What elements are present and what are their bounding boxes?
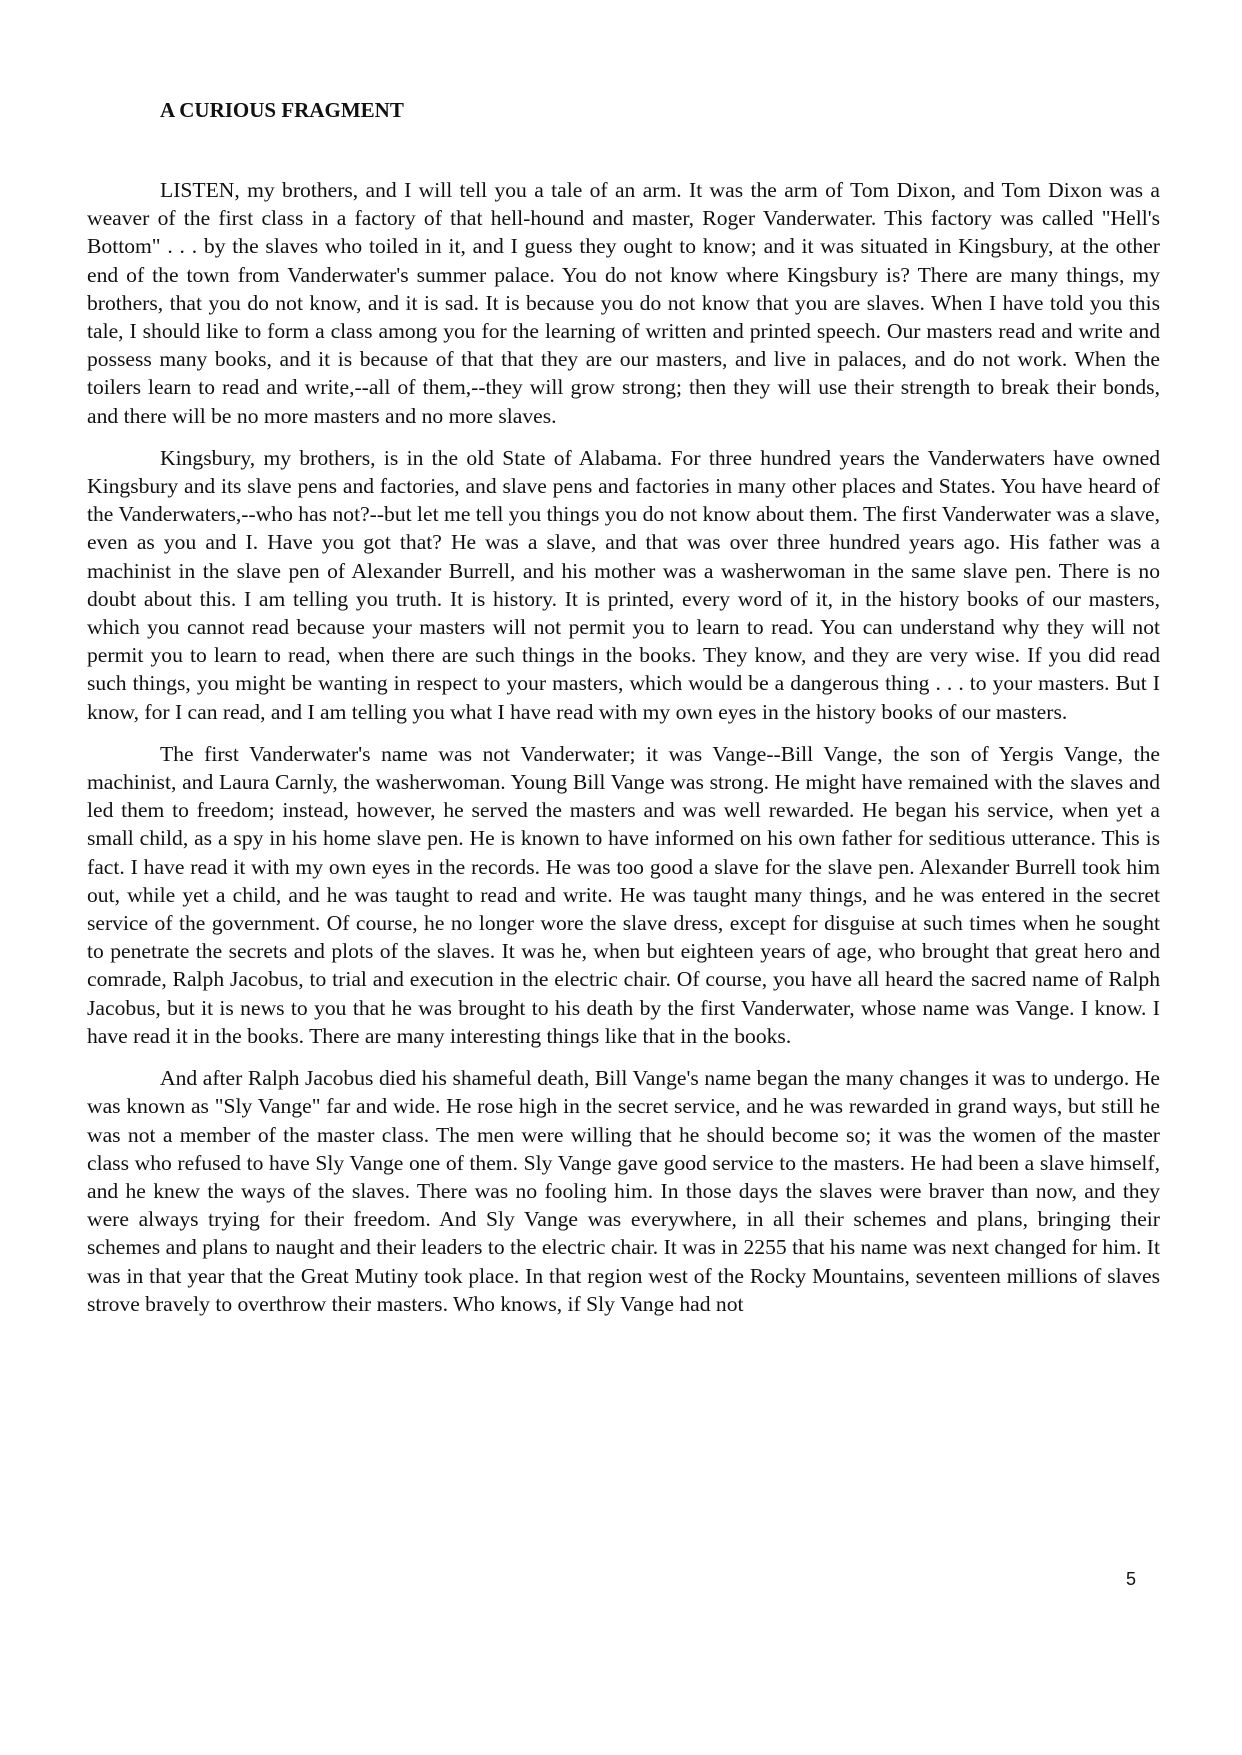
chapter-body (87, 176, 1160, 1332)
paragraph: And after Ralph Jacobus died his shameful death, Bill Vange's name began the many changes it was to undergo. He was known as "Sly Vange" far and wide. He rose high in the secret service, and he was rewarded in grand ways, but still he was not a member of the master class. The men were willing that he should become so; it was the women of the master class who refused to have Sly Vange one of them. Sly Vange gave good service to the masters. He had been a slave himself, and he knew the ways of the slaves. There was no fooling him. In those days the slaves were braver than now, and they were always trying for their freedom. And Sly Vange was everywhere, in all their schemes and plans, bringing their schemes and plans to naught and their leaders to the electric chair. It was in 2255 that his name was next changed for him. It was in that year that the Great Mutiny took place. In that region west of the Rocky Mountains, seventeen millions of slaves strove bravely to overthrow their masters. Who knows, if Sly Vange had not (87, 1066, 1160, 1316)
page-number: 5 (1126, 1569, 1137, 1589)
paragraph: Kingsbury, my brothers, is in the old State of Alabama. For three hundred years the Vanderwaters have owned Kingsbury and its slave pens and factories, and slave pens and factories in many other places and States. You have heard of the Vanderwaters,--who has not?--but let me tell you things you do not know about them. The first Vanderwater was a slave, even as you and I. Have you got that? He was a slave, and that was over three hundred years ago. His father was a machinist in the slave pen of Alexander Burrell, and his mother was a washerwoman in the same slave pen. There is no doubt about this. I am telling you truth. It is history. It is printed, every word of it, in the history books of our masters, which you cannot read because your masters will not permit you to learn to read. You can understand why they will not permit you to learn to read, when there are such things in the books. They know, and they are very wise. If you did read such things, you might be wanting in respect to your masters, which would be a dangerous thing . . . to your masters. But I know, for I can read, and I am telling you what I have read with my own eyes in the history books of our masters. (87, 445, 1160, 724)
paragraph: The first Vanderwater's name was not Vanderwater; it was Vange--Bill Vange, the son of Yergis Vange, the machinist, and Laura Carnly, the washerwoman. Young Bill Vange was strong. He might have remained with the slaves and led them to freedom; instead, however, he served the masters and was well rewarded. He began his service, when yet a small child, as a spy in his home slave pen. He is known to have informed on his own father for seditious utterance. This is fact. I have read it with my own eyes in the records. He was too good a slave for the slave pen. Alexander Burrell took him out, while yet a child, and he was taught to read and write. He was taught many things, and he was entered in the secret service of the government. Of course, he no longer wore the slave dress, except for disguise at such times when he sought to penetrate the secrets and plots of the slaves. It was he, when but eighteen years of age, who brought that great hero and comrade, Ralph Jacobus, to trial and execution in the electric chair. Of course, you have all heard the sacred name of Ralph Jacobus, but it is news to you that he was brought to his death by the first Vanderwater, whose name was Vange. I know. I have read it in the books. There are many interesting things like that in the books. (87, 741, 1160, 1048)
chapter-title: A CURIOUS FRAGMENT (160, 98, 404, 122)
paragraph: LISTEN, my brothers, and I will tell you a tale of an arm. It was the arm of Tom Dixon, and Tom Dixon was a weaver of the first class in a factory of that hell-hound and master, Roger Vanderwater. This factory was called "Hell's Bottom" . . . by the slaves who toiled in it, and I guess they ought to know; and it was situated in Kingsbury, at the other end of the town from Vanderwater's summer palace. You do not know where Kingsbury is? There are many things, my brothers, that you do not know, and it is sad. It is because you do not know that you are slaves. When I have told you this tale, I should like to form a class among you for the learning of written and printed speech. Our masters read and write and possess many books, and it is because of that that they are our masters, and live in palaces, and do not work. When the toilers learn to read and write,--all of them,--they will grow strong; then they will use their strength to break their bonds, and there will be no more masters and no more slaves. (87, 178, 1160, 428)
